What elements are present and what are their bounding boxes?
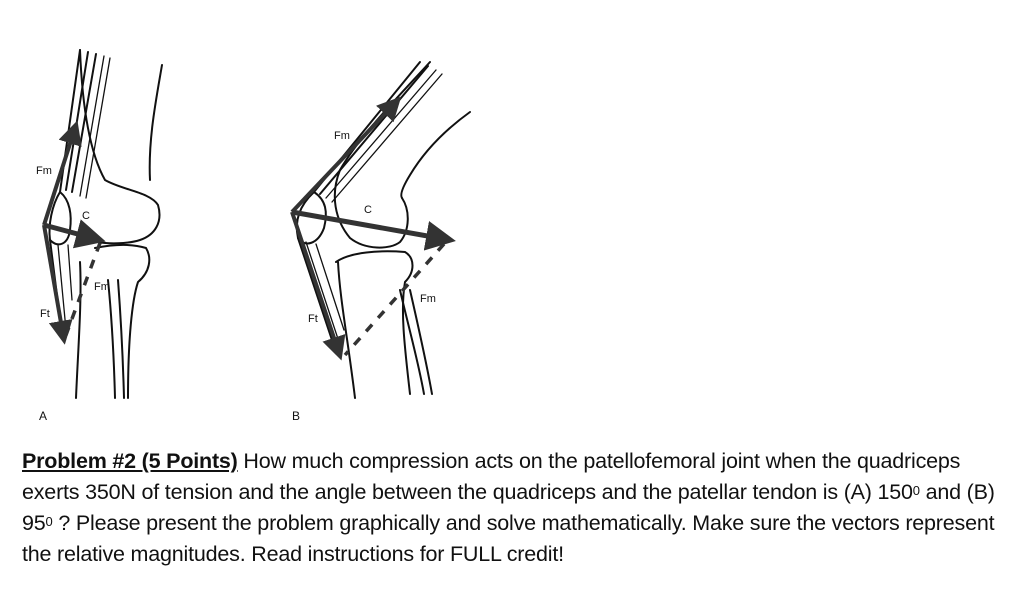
label-b-fm-dashed: Fm: [420, 293, 436, 305]
label-a-fm-dashed: Fm: [94, 281, 110, 293]
panel-a-labels: [36, 165, 110, 423]
label-b-ft: Ft: [308, 313, 318, 325]
problem-statement: [22, 446, 1012, 570]
panel-b-fm-vector: [292, 100, 398, 212]
label-b-c: C: [364, 204, 372, 216]
label-b-fm-top: Fm: [334, 130, 350, 142]
panel-b-ft-vector: [292, 212, 340, 356]
degree-superscript-2: 0: [45, 514, 53, 529]
problem-text-3: ? Please present the problem graphically and solve mathematically. Make sure the vectors represent the relative magnitudes. Read instructions for FULL credit!: [22, 511, 995, 566]
label-panel-a: A: [39, 409, 48, 423]
label-a-ft: Ft: [40, 308, 50, 320]
degree-superscript-1: 0: [912, 483, 920, 498]
problem-text-2: and (B) 95: [22, 480, 995, 535]
panel-a-knee: [49, 50, 162, 398]
label-panel-b: B: [292, 409, 301, 423]
panel-a-c-vector: [44, 225, 100, 240]
label-a-fm-top: Fm: [36, 165, 52, 177]
panel-b-c-vector: [292, 212, 450, 240]
problem-text-1: How much compression acts on the patellofemoral joint when the quadriceps exerts 350N of tension and the angle between the quadriceps and the patellar tendon is (A) 150: [22, 449, 961, 504]
problem-heading: Problem #2 (5 Points): [22, 449, 238, 473]
label-a-c: C: [82, 210, 90, 222]
